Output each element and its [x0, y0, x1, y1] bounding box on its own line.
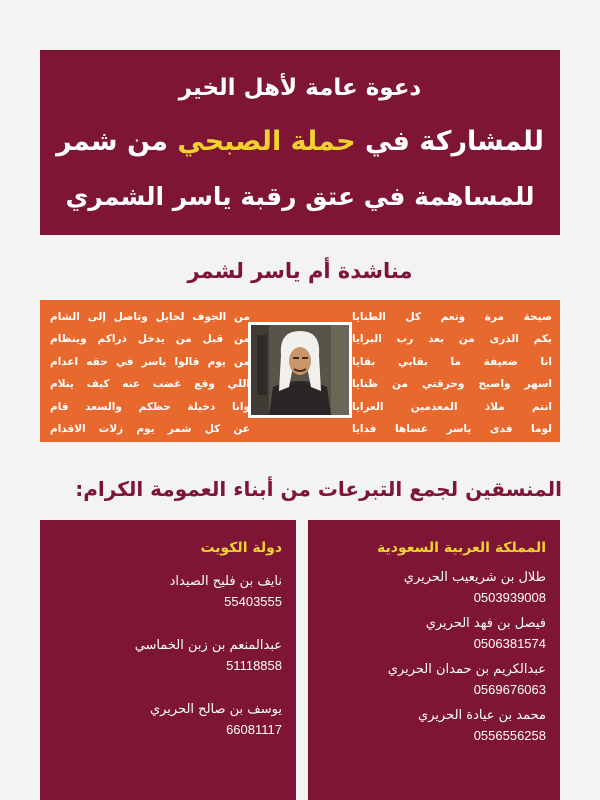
contact-name: طلال بن شريعيب الحريري	[403, 570, 546, 585]
poem-line: لوما فدى ياسر عساها فدايا	[352, 422, 552, 435]
poem-line: من يوم قالوا ياسر في حقه اعدام	[50, 355, 250, 368]
kuwait-contacts-panel	[40, 520, 296, 800]
contact-phone[interactable]: 0503939008	[473, 590, 546, 605]
poem-line: اسهر واصيح وحرقتي من ظنايا	[352, 378, 552, 391]
banner-line-2-pre: للمشاركة في	[364, 125, 544, 157]
contact-entry	[322, 660, 546, 700]
contact-entry	[54, 572, 282, 612]
contact-phone[interactable]: 0556556258	[473, 728, 546, 743]
contact-entry	[322, 614, 546, 654]
poem-line: من الجوف لحايل وتاصل إلى الشام	[50, 311, 250, 323]
portrait-icon	[251, 325, 349, 415]
poem-line: عن كل شمر يوم زلات الاقدام	[50, 422, 250, 435]
contact-entry	[54, 636, 282, 676]
appeal-title: مناشدة أم ياسر لشمر	[187, 259, 413, 283]
banner-line-2	[56, 126, 544, 157]
contact-entry	[322, 568, 546, 608]
banner-line-3: للمساهمة في عتق رقبة ياسر الشمري	[65, 181, 535, 211]
poem-line: بكم الذرى من بعد رب البرايا	[352, 333, 552, 346]
poem-line: من قبل من يدخل ذراكم وينظام	[50, 333, 250, 346]
kuwait-heading: دولة الكويت	[200, 540, 282, 556]
invitation-banner	[40, 50, 560, 235]
saudi-contacts-panel	[308, 520, 560, 800]
poem-line: انا ضعيفة ما بقابي بقايا	[352, 355, 552, 368]
banner-line-1: دعوة عامة لأهل الخير	[178, 74, 422, 101]
contact-phone[interactable]: 51118858	[226, 658, 282, 673]
poem-section	[40, 300, 560, 442]
contact-name: فيصل بن فهد الحريري	[425, 616, 546, 631]
contact-entry	[54, 700, 282, 740]
contact-phone[interactable]: 0506381574	[473, 636, 546, 651]
portrait-photo	[248, 322, 352, 418]
contact-phone[interactable]: 55403555	[224, 594, 282, 609]
campaign-name: حملة الصبحي	[177, 125, 356, 157]
banner-line-2-post: من شمر	[56, 125, 168, 157]
contact-phone[interactable]: 66081117	[226, 722, 282, 737]
contact-name: عبدالمنعم بن زبن الخماسي	[134, 638, 282, 653]
poem-left-column	[50, 308, 250, 438]
contact-name: محمد بن عيادة الحريري	[418, 708, 546, 723]
poem-line: وانا دخيلة حظكم والسعد قام	[50, 400, 250, 413]
coordinators-title: المنسقين لجمع التبرعات من أبناء العمومة الكرام:	[75, 477, 562, 501]
poem-right-column	[352, 308, 552, 438]
poem-line: اللي وقع غضب عنه كيف ينلام	[50, 378, 250, 391]
contact-phone[interactable]: 0569676063	[473, 682, 546, 697]
poem-line: انتم ملاذ المعدمين العرايا	[352, 400, 552, 413]
poem-line: صيحة مرة وتعم كل الطنايا	[352, 311, 552, 323]
contact-name: يوسف بن صالح الحريري	[149, 702, 282, 717]
contact-entry	[322, 706, 546, 746]
saudi-heading: المملكة العربية السعودية	[377, 540, 546, 556]
contact-name: نايف بن فليح الصيداد	[169, 574, 282, 589]
contact-name: عبدالكريم بن حمدان الحريري	[387, 662, 546, 677]
